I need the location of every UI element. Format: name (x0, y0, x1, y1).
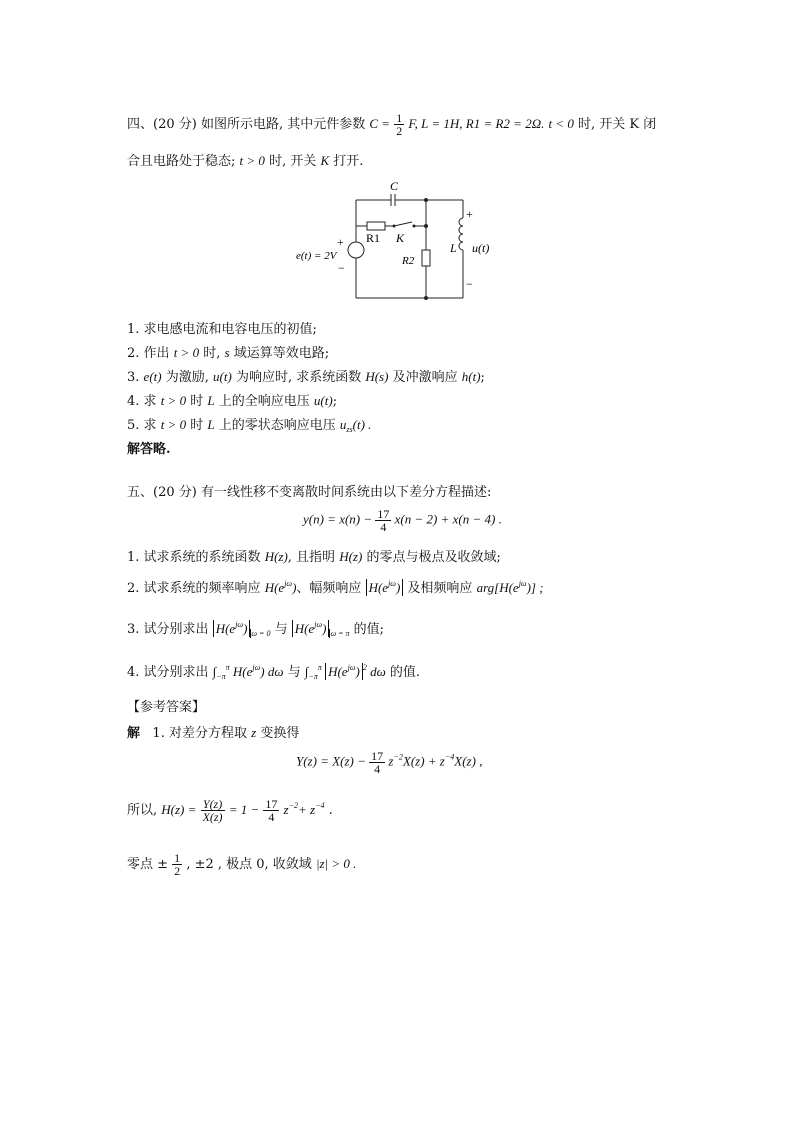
cond1-text: 时, 开关 K 闭 (578, 117, 657, 132)
cond-t-neg: t < 0 (548, 116, 574, 131)
problem4-header (127, 112, 656, 137)
junction-mid (424, 224, 428, 228)
label-c: C (390, 179, 399, 193)
switch-contact-right (413, 225, 416, 228)
solution-step1: 解 1. 对差分方程取 z 变换得 (127, 725, 300, 741)
label-r1: R1 (366, 231, 381, 245)
label-source: e(t) = 2V (296, 250, 337, 262)
circuit-diagram (290, 178, 510, 303)
eq-fraction: $\frac{17}{4}$ (377, 507, 390, 534)
param-values: F, L = 1H, R1 = R2 = 2Ω. (408, 116, 545, 131)
reference-answer-label: 【参考答案】 (127, 700, 206, 715)
label-k: K (396, 231, 405, 245)
p4-question-1: 1. 求电感电流和电容电压的初值; (127, 322, 317, 337)
problem5-header: 五、(20 分) 有一线性移不变离散时间系统由以下差分方程描述: (127, 485, 492, 500)
half-fraction: $\frac{1}{2}$ (396, 111, 403, 138)
u-plus: + (466, 207, 473, 221)
p4-question-5: 5. 求 t > 0 时 L 上的零状态响应电压 $u_{zs}(t)$ . (127, 417, 372, 434)
p4-question-2: 2. 作出 t > 0 时, s 域运算等效电路; (127, 345, 330, 361)
p5-question-1: 1. 试求系统的系统函数 H(z), 且指明 H(z) 的零点与极点及收敛域; (127, 549, 501, 565)
source-minus: − (338, 261, 345, 275)
transfer-function: 所以, H(z) = $\frac{Y(z)}{X(z)}$ = 1 − $\frac{17}{4}$ $z^{-2}+ z^{-4}$ . (127, 797, 333, 824)
label-u: u(t) (472, 241, 490, 255)
label-l: L (450, 241, 457, 255)
z-transform-equation: Y(z) = X(z) − $\frac{17}{4}$ $z^{-2}X(z) + z^{-4}X(z)$ , (296, 749, 483, 776)
problem4-line2: 合且电路处于稳态; t > 0 时, 开关 K 打开. (127, 153, 364, 169)
source-plus: + (337, 235, 344, 249)
problem4-intro: 四、(20 分) 如图所示电路, 其中元件参数 (127, 117, 366, 132)
phase-response: $arg[H(e^{j\omega})]$ ; (476, 579, 544, 595)
integral-1: $\int_{-\pi}^\pi$ $H(e^{j\omega})$ dω (212, 663, 284, 681)
p4-answer: 解答略. (127, 442, 171, 457)
switch-contact-left (393, 225, 396, 228)
junction-bottom (424, 296, 428, 300)
label-r2: R2 (402, 255, 415, 267)
zeros-poles: 零点 ± $\frac{1}{2}$ , ±2 , 极点 0, 收敛域 |z| > 0 . (127, 851, 357, 878)
param-c-label: C = (369, 116, 391, 131)
p4-question-4: 4. 求 t > 0 时 L 上的全响应电压 u(t); (127, 393, 338, 409)
junction-top (424, 198, 428, 202)
p5-question-3: 3. 试分别求出 $H(e^{j\omega})$ $_{\omega = 0}$ 与 $H(e^{j\omega})$ $_{\omega = \pi}$ 的值; (127, 620, 385, 638)
integral-2: $\int_{-\pi}^\pi$ $H(e^{j\omega})$ $^2$ dω (304, 663, 386, 681)
u-minus: − (466, 277, 473, 291)
p4-question-3: 3. e(t) 为激励, u(t) 为响应时, 求系统函数 H(s) 及冲激响应 h(t); (127, 369, 485, 385)
p5-question-2: 2. 试求系统的频率响应 $H(e^{j\omega})$、幅频响应 $H(e^{j\omega})$ 及相频响应 $arg[H(e^{j\omega})]$ ; (127, 579, 544, 596)
p5-question-4: 4. 试分别求出 $\int_{-\pi}^\pi$ $H(e^{j\omega})$ dω 与 $\int_{-\pi}^\pi$ $H(e^{j\omega})$ $^2$ dω 的值. (127, 663, 421, 681)
magnitude-response: $H(e^{j\omega})$ (366, 579, 404, 596)
difference-equation: y(n) = x(n) − $\frac{17}{4}$ x(n − 2) + x(n − 4) . (303, 507, 502, 534)
